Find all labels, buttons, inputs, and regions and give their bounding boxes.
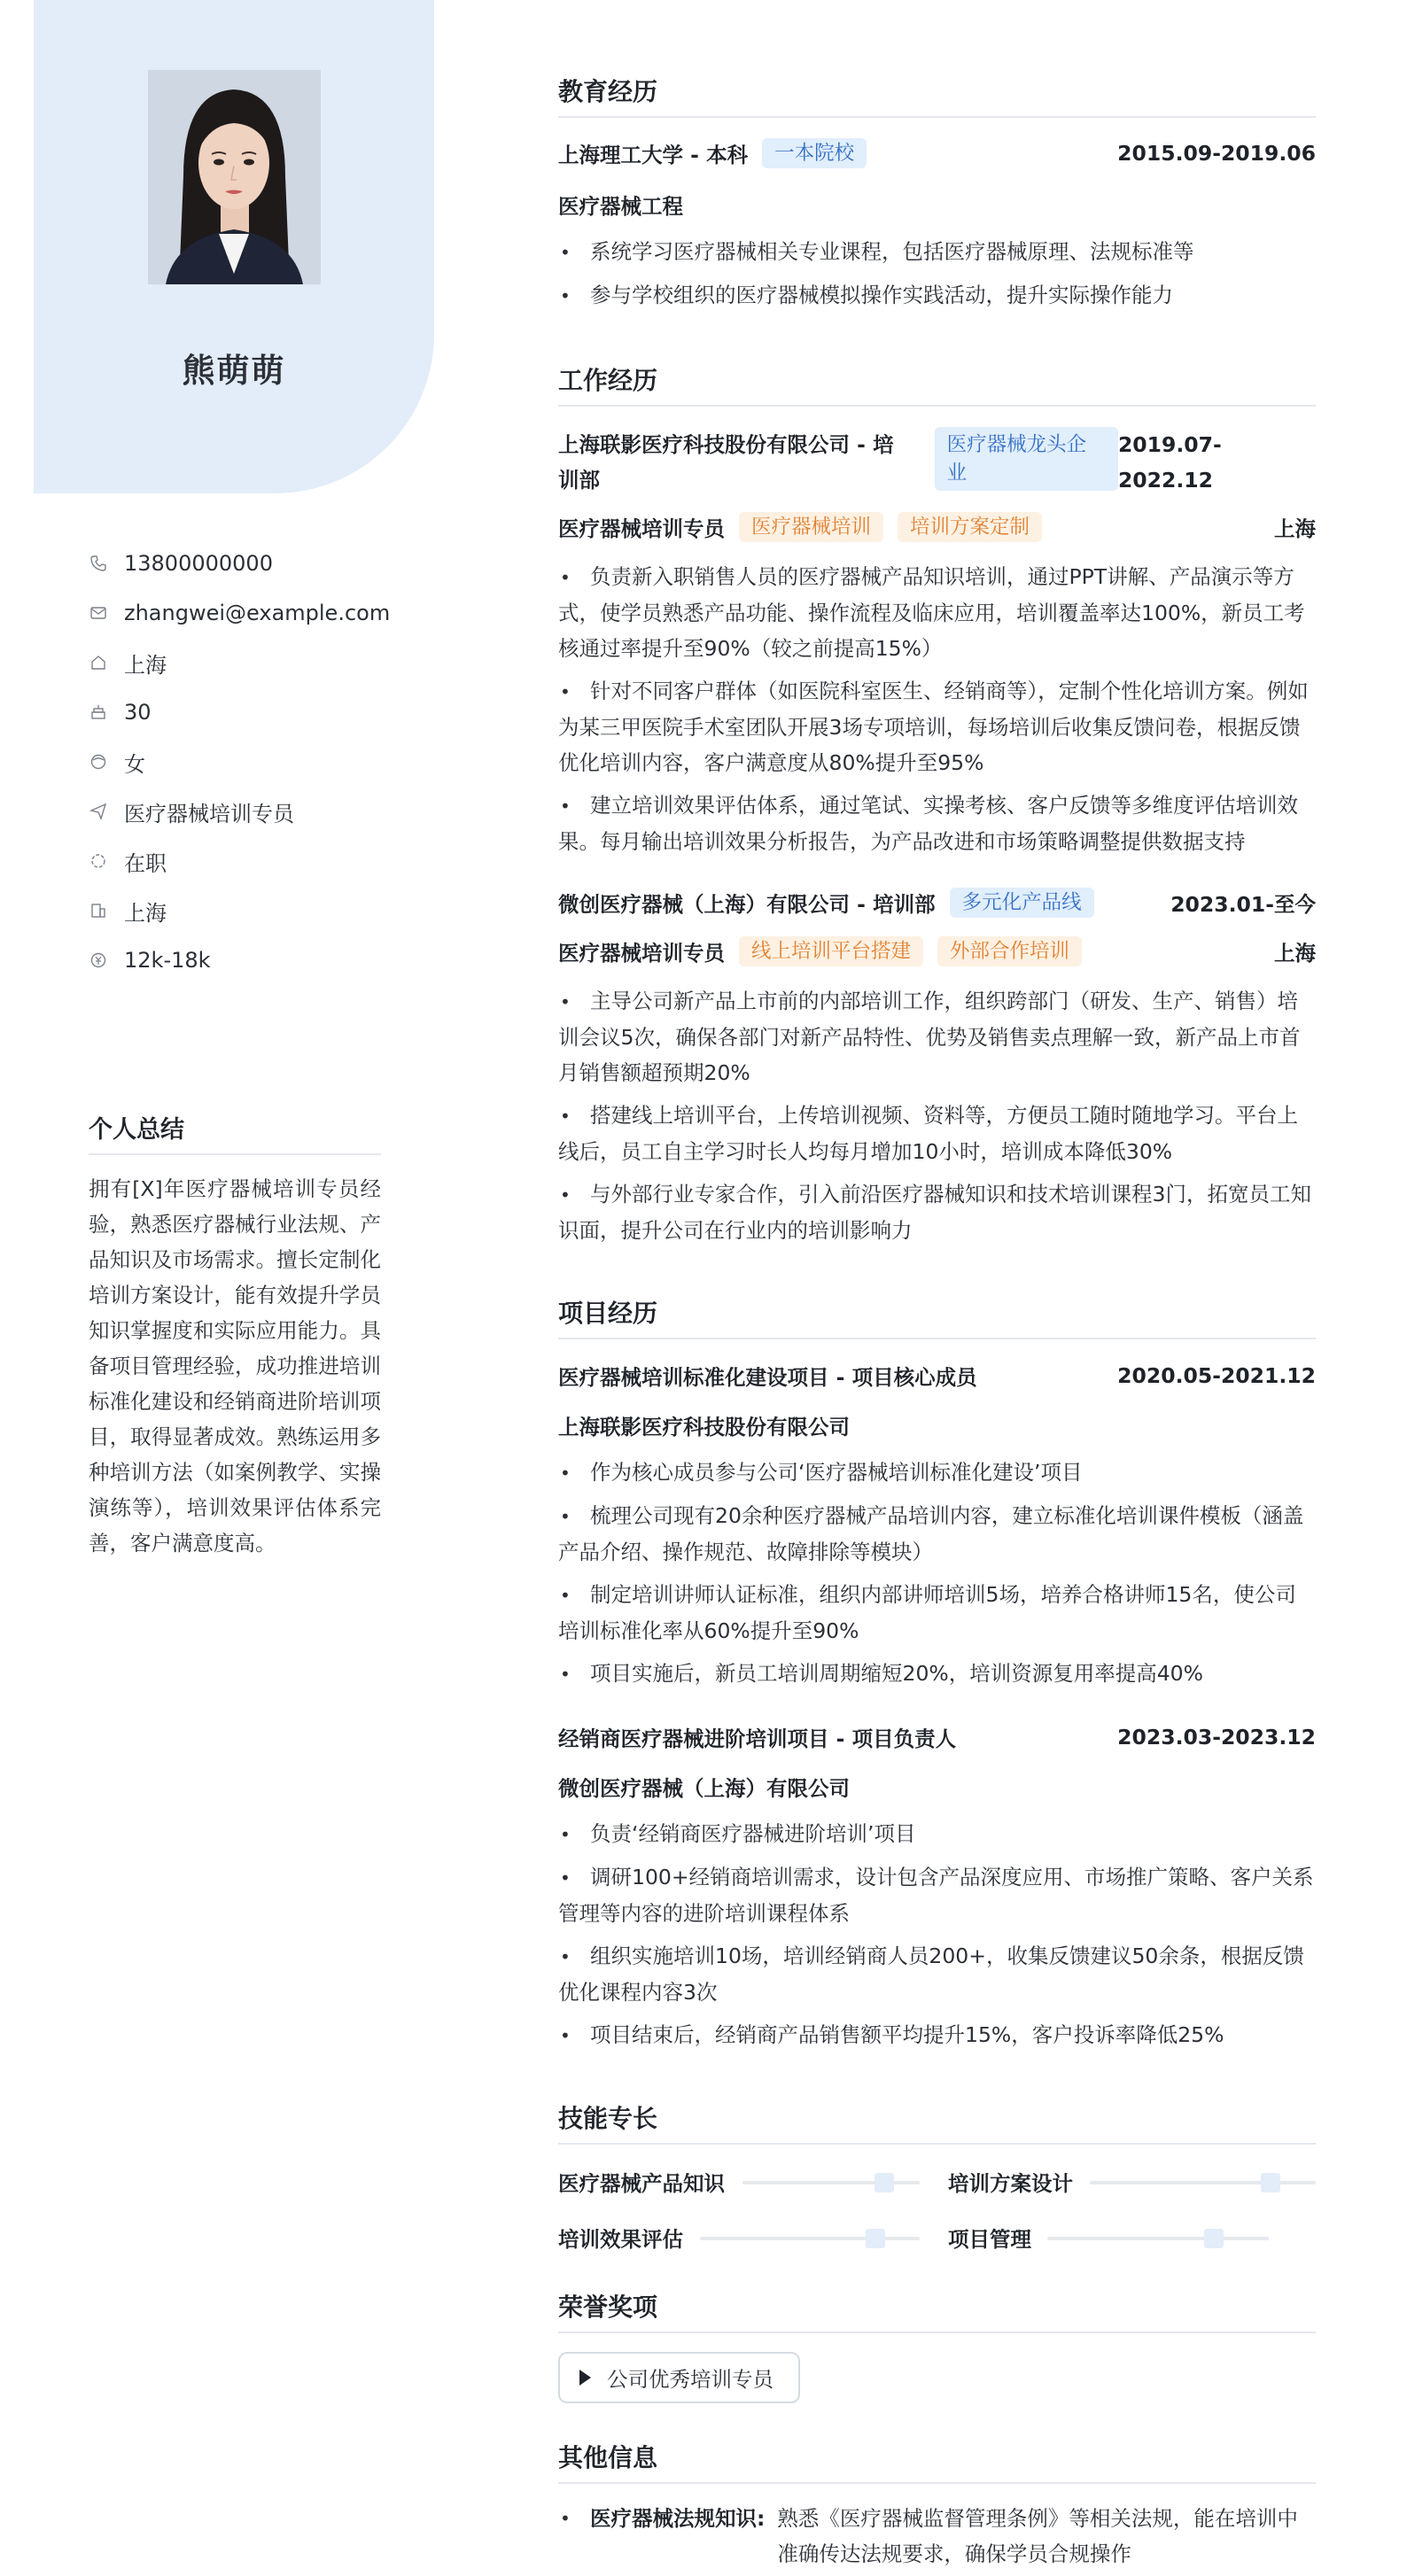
contact-city — [89, 886, 390, 935]
list-item: • 作为核心成员参与公司‘医疗器械培训标准化建设’项目 — [560, 1460, 1083, 1485]
list-item: • 搭建线上培训平台，上传培训视频、资料等，方便员工随时随地学习。平台上线后，员工自主学习时长人均每月增加10小时，培训成本降低30% — [558, 1103, 1298, 1164]
contact-gender-value: 女 — [124, 751, 145, 777]
skill-name: 项目管理 — [948, 2227, 1031, 2252]
skill-level-marker — [866, 2229, 885, 2248]
summary-text: 拥有[X]年医疗器械培训专员经验，熟悉医疗器械行业法规、产品知识及市场需求。擅长定制化培训方案设计，能有效提升学员知识掌握度和实际应用能力。具备项目管理经验，成功推进培训标准化建设和经销商进阶培训项目，取得显著成效。熟练运用多种培训方法（如案例教学、实操演练等），培训效果评估体系完善，客户满意度高。 — [89, 1176, 381, 1556]
list-item: • 制定培训讲师认证标准，组织内部讲师培训5场，培养合格讲师15名，使公司培训标准化率从60%提升至90% — [558, 1582, 1296, 1643]
work-title: 工作经历 — [558, 361, 1316, 407]
list-item: • 建立培训效果评估体系，通过笔试、实操考核、客户反馈等多维度评估培训效果。每月输出培训效果分析报告，为产品改进和市场策略调整提供数据支持 — [558, 793, 1298, 854]
list-item: • 负责‘经销商医疗器械进阶培训’项目 — [560, 1821, 916, 1846]
skill-name: 医疗器械产品知识 — [558, 2171, 725, 2196]
contact-location-value: 上海 — [124, 652, 167, 678]
skill-bar — [700, 2237, 920, 2240]
skill-item — [948, 2167, 1316, 2197]
home-icon — [89, 653, 108, 672]
cake-icon — [89, 702, 108, 722]
education-major-row — [558, 190, 1316, 220]
education-school: 上海理工大学 - 本科 — [558, 143, 749, 167]
profile-name: 熊萌萌 — [182, 352, 286, 390]
education-tag: 一本院校 — [762, 138, 867, 168]
project-2-header — [558, 1722, 1316, 1752]
play-icon — [579, 2370, 591, 2386]
job-2-city: 上海 — [1274, 941, 1316, 966]
list-item: • 针对不同客户群体（如医院科室医生、经销商等），定制个性化培训方案。例如为某三甲医院手术室团队开展3场专项培训，每场培训后收集反馈问卷，根据反馈优化培训内容，客户满意度从80%提升至95% — [558, 679, 1309, 775]
education-major: 医疗器械工程 — [558, 194, 683, 219]
list-item: • 系统学习医疗器械相关专业课程，包括医疗器械原理、法规标准等 — [560, 239, 1194, 264]
education-title: 教育经历 — [558, 73, 1316, 118]
list-item: • 主导公司新产品上市前的内部培训工作，组织跨部门（研发、生产、销售）培训会议5次，确保各部门对新产品特性、优势及销售卖点理解一致，新产品上市首月销售额超预期20% — [558, 989, 1301, 1085]
project-2-bullets — [558, 1816, 1316, 2060]
project-1-date: 2020.05-2021.12 — [1117, 1363, 1316, 1388]
mail-icon — [89, 603, 108, 623]
other-item-text: 熟悉《医疗器械监督管理条例》等相关法规，能在培训中 准确传达法规要求，确保学员合规操作 — [777, 2506, 1298, 2566]
job-2-header — [558, 888, 1316, 918]
gender-icon — [89, 752, 108, 772]
other-title: 其他信息 — [558, 2439, 1316, 2484]
summary-title: 个人总结 — [89, 1110, 381, 1155]
job-1-role-tag: 培训方案定制 — [898, 512, 1042, 542]
list-item: • 项目结束后，经销商产品销售额平均提升15%，客户投诉率降低25% — [560, 2022, 1224, 2047]
contact-position — [89, 787, 390, 836]
other-item-label: 医疗器械法规知识: — [590, 2506, 766, 2531]
education-date: 2015.09-2019.06 — [1117, 141, 1316, 166]
projects-title: 项目经历 — [558, 1294, 1316, 1339]
contact-email-value: zhangwei@example.com — [124, 601, 391, 625]
job-2-role: 医疗器械培训专员 — [558, 941, 725, 966]
contact-age — [89, 687, 390, 737]
list-item: • 医疗器械法规知识: 熟悉《医疗器械监督管理条例》等相关法规，能在培训中 准确传达法规要求，确保学员合规操作 — [558, 2501, 1316, 2572]
job-1-city: 上海 — [1274, 516, 1316, 541]
skill-name: 培训效果评估 — [558, 2227, 683, 2252]
project-2-name: 经销商医疗器械进阶培训项目 - 项目负责人 — [558, 1726, 957, 1751]
contact-status-value: 在职 — [124, 850, 167, 876]
skill-item — [948, 2223, 1302, 2253]
job-2-tag: 多元化产品线 — [950, 888, 1094, 918]
job-2-role-tag: 线上培训平台搭建 — [739, 936, 923, 966]
list-item: • 参与学校组织的医疗器械模拟操作实践活动，提升实际操作能力 — [560, 283, 1173, 307]
skill-item — [558, 2223, 921, 2253]
status-icon — [89, 851, 108, 871]
education-bullets — [558, 234, 1316, 321]
project-1-org-row — [558, 1410, 1316, 1440]
contact-city-value: 上海 — [124, 900, 167, 926]
list-item: • 负责新入职销售人员的医疗器械产品知识培训，通过PPT讲解、产品演示等方式，使学员熟悉产品功能、操作流程及临床应用，培训覆盖率达100%，新员工考核通过率提升至90%（较之前提高15%） — [558, 564, 1305, 661]
contact-position-value: 医疗器械培训专员 — [124, 801, 294, 826]
skill-item — [558, 2167, 921, 2197]
awards-title: 荣誉奖项 — [558, 2288, 1316, 2333]
list-item: • 组织实施培训10场，培训经销商人员200+，收集反馈建议50余条，根据反馈优化课程内容3次 — [558, 1944, 1304, 2005]
job-1-tag: 医疗器械龙头企 业 — [935, 427, 1118, 491]
send-icon — [89, 802, 108, 821]
skill-level-marker — [1261, 2173, 1280, 2192]
job-2-date: 2023.01-至今 — [1170, 892, 1316, 917]
sidebar — [0, 0, 434, 2576]
contact-email — [89, 588, 390, 638]
job-2-role-row — [558, 936, 1316, 966]
phone-icon — [89, 554, 108, 573]
job-1-role-tag: 医疗器械培训 — [739, 512, 883, 542]
job-2-company: 微创医疗器械（上海）有限公司 - 培训部 — [558, 892, 936, 917]
job-1-company: 上海联影医疗科技股份有限公司 - 培 训部 — [558, 432, 894, 493]
contact-salary-value: 12k-18k — [124, 948, 211, 973]
skill-bar — [1047, 2237, 1269, 2240]
contact-phone — [89, 539, 390, 588]
list-item: • 梳理公司现有20余种医疗器械产品培训内容，建立标准化培训课件模板（涵盖产品介绍、操作规范、故障排除等模块） — [558, 1503, 1304, 1564]
award-button[interactable] — [558, 2352, 800, 2403]
project-1-bullets — [558, 1455, 1316, 1699]
contact-salary — [89, 935, 390, 985]
contact-phone-value: 13800000000 — [124, 551, 273, 576]
list-item: • 调研100+经销商培训需求，设计包含产品深度应用、市场推广策略、客户关系管理等内容的进阶培训课程体系 — [558, 1865, 1314, 1926]
list-item: • 项目实施后，新员工培训周期缩短20%，培训资源复用率提高40% — [560, 1661, 1203, 1686]
skill-name: 培训方案设计 — [948, 2171, 1073, 2196]
contact-age-value: 30 — [124, 700, 152, 725]
salary-icon — [89, 950, 108, 970]
building-icon — [89, 901, 108, 920]
job-1-date: 2019.07-2022.12 — [1117, 432, 1222, 493]
contact-status — [89, 836, 390, 886]
project-2-org-row — [558, 1772, 1316, 1802]
project-1-header — [558, 1361, 1316, 1391]
skills-title: 技能专长 — [558, 2099, 1316, 2145]
project-2-org: 微创医疗器械（上海）有限公司 — [558, 1776, 850, 1801]
avatar — [148, 70, 321, 284]
contact-location — [89, 638, 390, 687]
job-1-role: 医疗器械培训专员 — [558, 516, 725, 541]
project-1-org: 上海联影医疗科技股份有限公司 — [558, 1415, 850, 1439]
list-item: • 与外部行业专家合作，引入前沿医疗器械知识和技术培训课程3门，拓宽员工知识面，提升公司在行业内的培训影响力 — [558, 1182, 1311, 1243]
education-header — [558, 138, 1316, 168]
skill-level-marker — [1204, 2229, 1224, 2248]
job-2-role-tag: 外部合作培训 — [937, 936, 1082, 966]
skill-level-marker — [875, 2173, 894, 2192]
skill-bar — [742, 2181, 920, 2184]
contact-gender — [89, 737, 390, 787]
job-2-bullets — [558, 983, 1316, 1255]
job-1-role-row — [558, 512, 1316, 542]
contact-list — [89, 539, 390, 985]
project-1-name: 医疗器械培训标准化建设项目 - 项目核心成员 — [558, 1365, 977, 1390]
job-1-header — [558, 427, 1316, 498]
award-label: 公司优秀培训专员 — [607, 2367, 773, 2392]
project-2-date: 2023.03-2023.12 — [1117, 1725, 1316, 1750]
skill-bar — [1090, 2181, 1316, 2184]
job-1-bullets — [558, 559, 1316, 866]
